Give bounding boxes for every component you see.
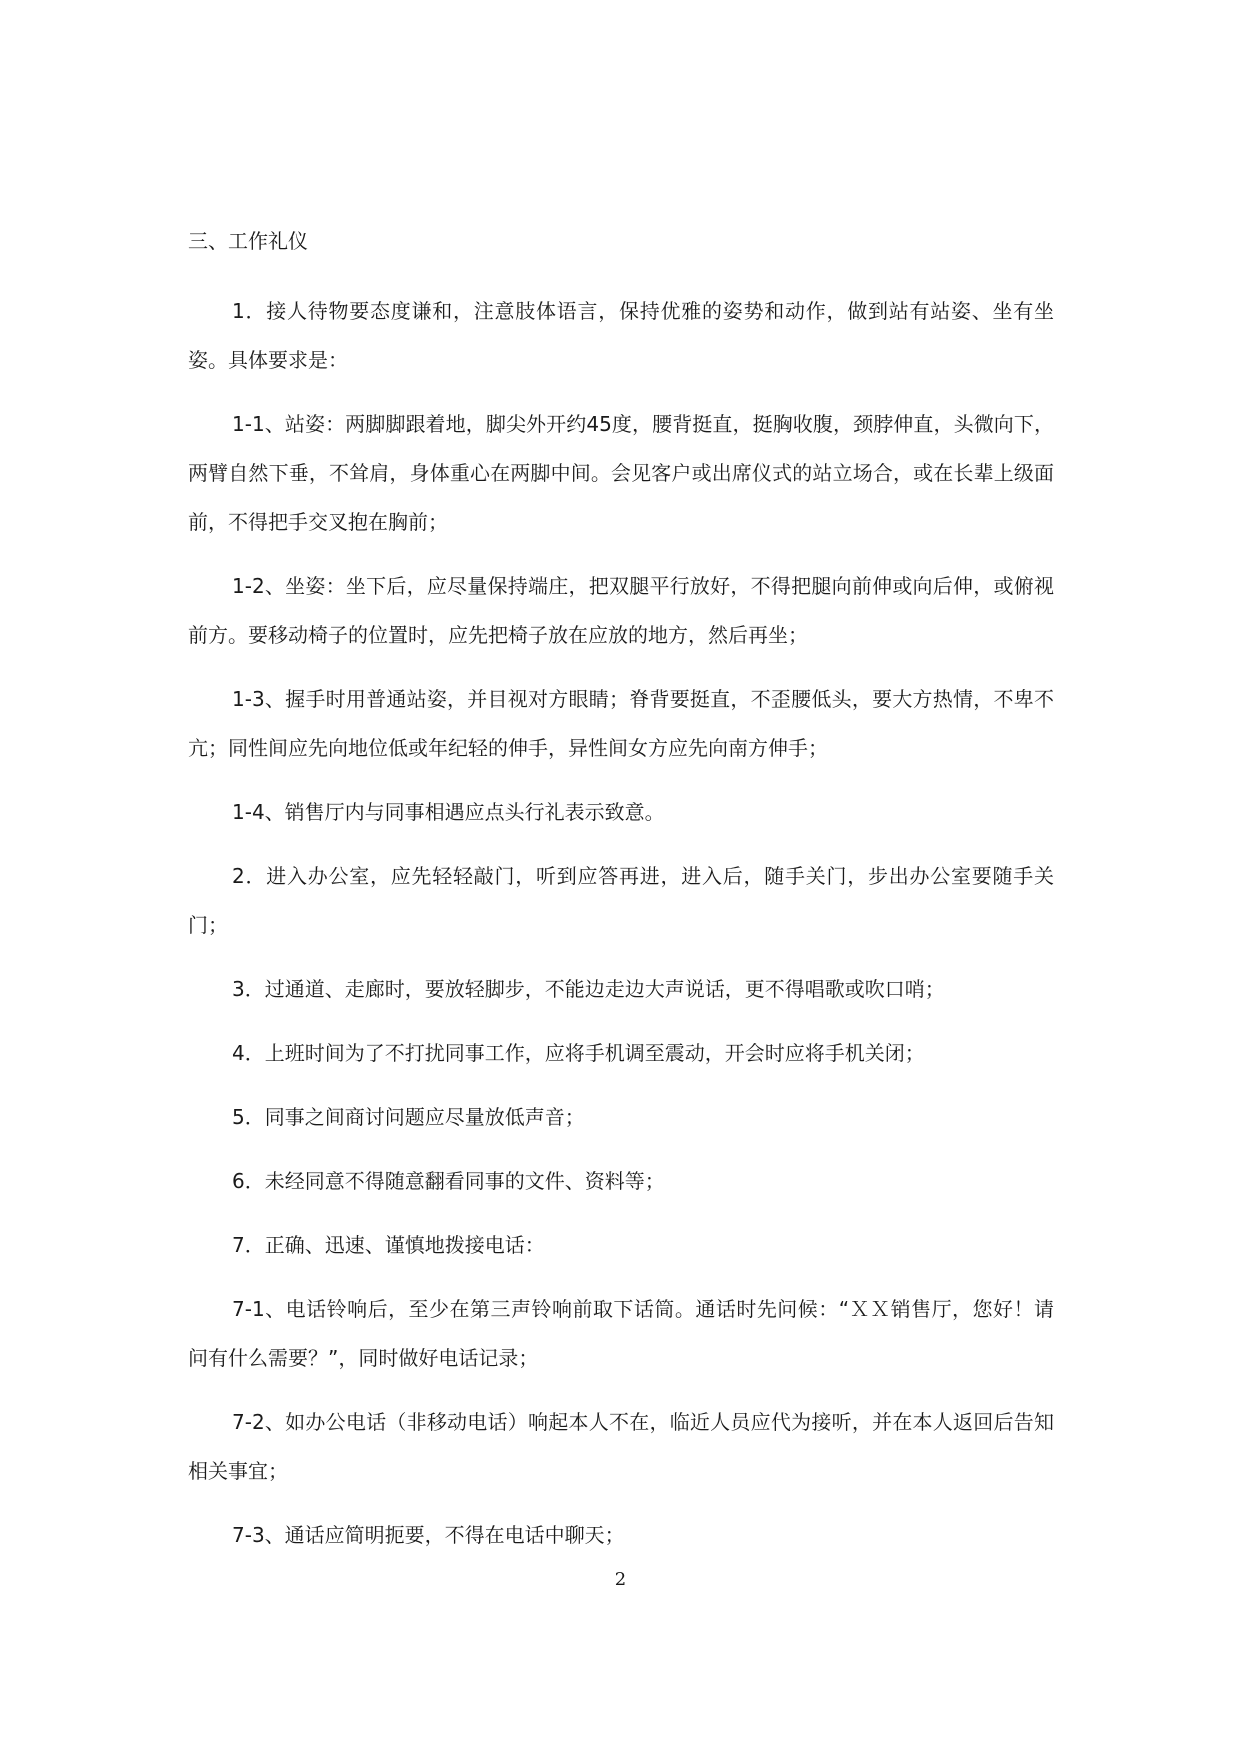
paragraph-6-documents: 6．未经同意不得随意翻看同事的文件、资料等；: [232, 1169, 665, 1193]
section-heading: 三、工作礼仪: [188, 229, 308, 253]
paragraph-7-telephone: 7．正确、迅速、谨慎地拨接电话：: [232, 1233, 545, 1257]
paragraph-2-office-entry: 2．进入办公室，应先轻轻敲门，听到应答再进，进入后，随手关门，步出办公室要随手关门；: [188, 864, 1054, 937]
paragraph-5-discussion: 5．同事之间商讨问题应尽量放低声音；: [232, 1105, 585, 1129]
paragraph-1-2-sitting-posture: 1-2、坐姿：坐下后，应尽量保持端庄，把双腿平行放好，不得把腿向前伸或向后伸，或俯视前方。要移动椅子的位置时，应先把椅子放在应放的地方，然后再坐；: [188, 574, 1054, 647]
paragraph-3-corridor: 3．过通道、走廊时，要放轻脚步，不能边走边大声说话，更不得唱歌或吹口哨；: [232, 977, 945, 1001]
paragraph-1-1-standing-posture: 1-1、站姿：两脚脚跟着地，脚尖外开约45度，腰背挺直，挺胸收腹，颈脖伸直，头微向下，两臂自然下垂，不耸肩，身体重心在两脚中间。会见客户或出席仪式的站立场合，或在长辈上级面前，不得把手交叉抱在胸前；: [188, 412, 1054, 534]
paragraph-4-mobile-phone: 4．上班时间为了不打扰同事工作，应将手机调至震动，开会时应将手机关闭；: [232, 1041, 925, 1065]
paragraph-7-3-brevity: 7-3、通话应简明扼要，不得在电话中聊天；: [232, 1523, 625, 1547]
page-number: 2: [614, 1569, 627, 1590]
paragraph-7-2-covering-calls: 7-2、如办公电话（非移动电话）响起本人不在，临近人员应代为接听，并在本人返回后告知相关事宜；: [188, 1410, 1054, 1483]
paragraph-1-3-handshake: 1-3、握手时用普通站姿，并目视对方眼睛；脊背要挺直，不歪腰低头，要大方热情，不卑不亢；同性间应先向地位低或年纪轻的伸手，异性间女方应先向南方伸手；: [188, 687, 1054, 760]
page-content: [188, 222, 1054, 1575]
paragraph-1: 1．接人待物要态度谦和，注意肢体语言，保持优雅的姿势和动作，做到站有站姿、坐有坐姿。具体要求是：: [188, 299, 1054, 372]
paragraph-7-1-answering: 7-1、电话铃响后，至少在第三声铃响前取下话筒。通话时先问候：“ＸＸ销售厅，您好！请问有什么需要？”，同时做好电话记录；: [188, 1297, 1054, 1370]
paragraph-1-4-greeting: 1-4、销售厅内与同事相遇应点头行礼表示致意。: [232, 800, 665, 824]
